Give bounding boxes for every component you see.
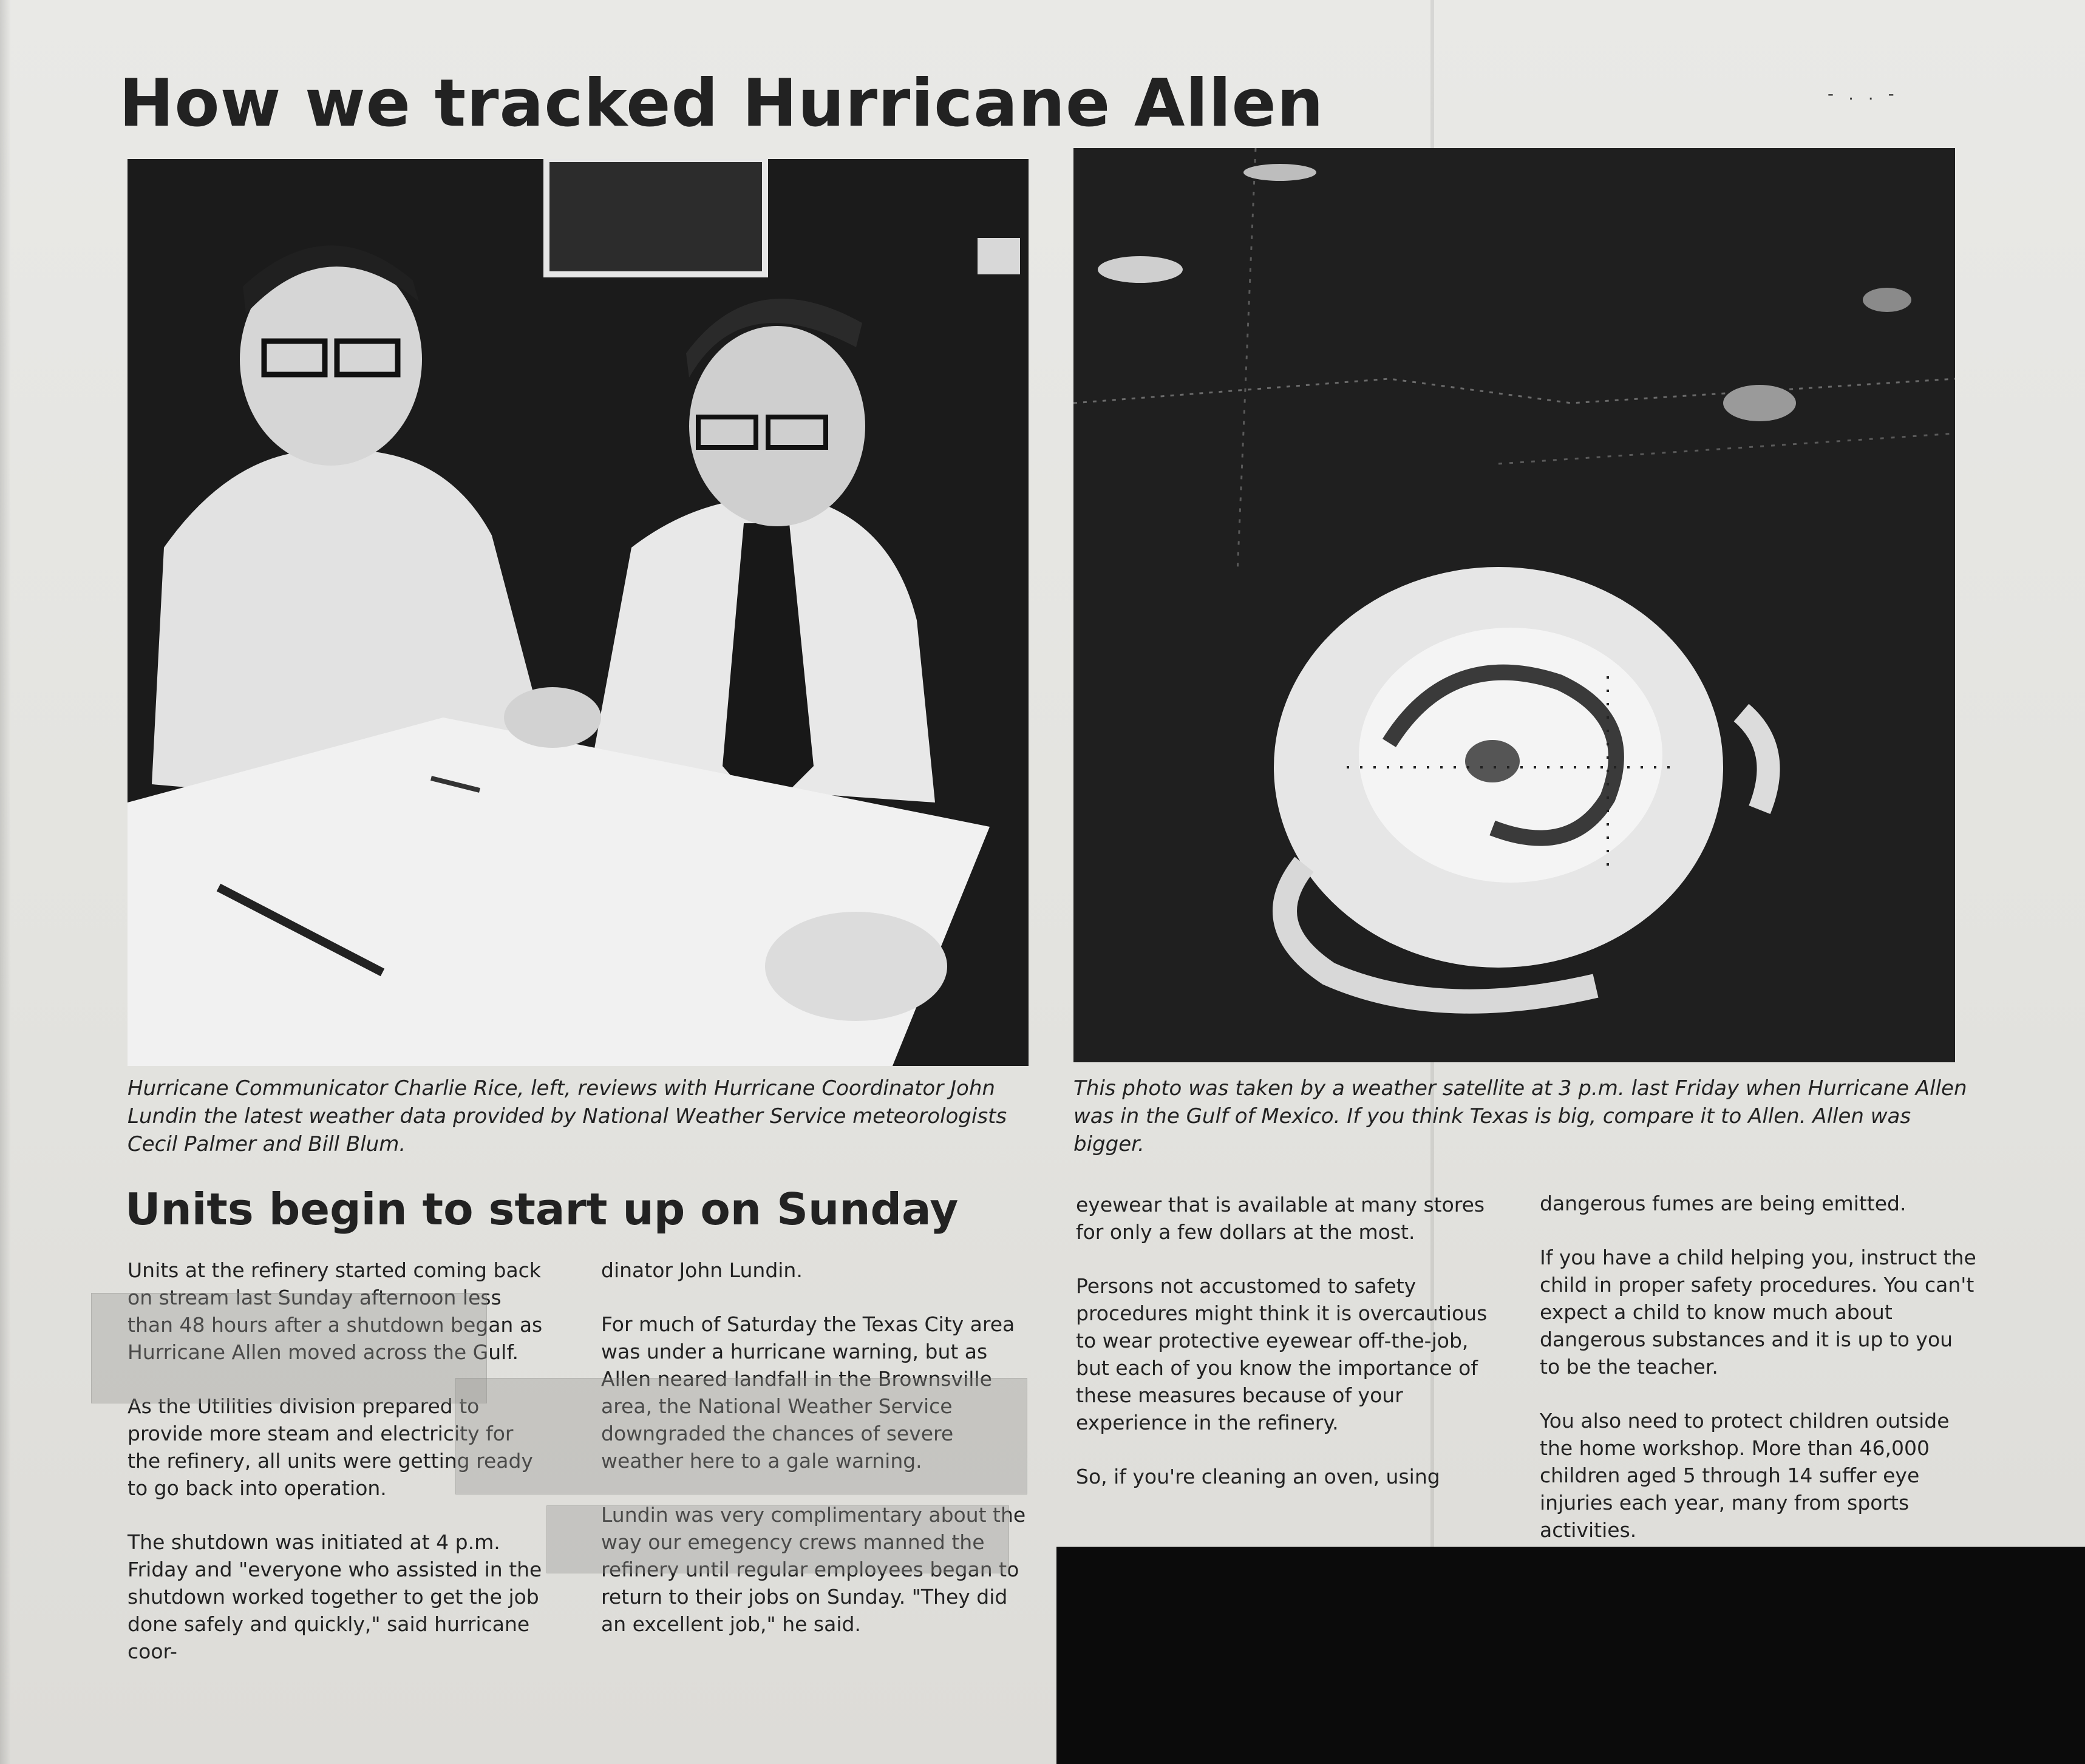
paragraph: Lundin was very complimentary about the way our emegency crews manned the refinery until regular employees began to return to their jobs on Sunday. "They did an excellent job," he said.	[601, 1503, 1026, 1636]
photo-caption-left: Hurricane Communicator Charlie Rice, left, reviews with Hurricane Coordinator John Lundin the latest weather data provided by National Weather Service meteorologists Cecil Palmer and Bill Blum.	[128, 1076, 1007, 1156]
paragraph: For much of Saturday the Texas City area was under a hurricane warning, but as Allen neared landfall in the Brownsville area, the National Weather Service downgraded the chances of severe weather here to a gale warning.	[601, 1312, 1015, 1473]
tape-strip	[455, 1378, 1027, 1494]
photo-men-illustration	[128, 159, 1029, 1066]
headline: How we tracked Hurricane Allen	[119, 66, 1324, 141]
photo-caption-right: This photo was taken by a weather satellite at 3 p.m. last Friday when Hurricane Allen was in the Gulf of Mexico. If you think Texas is big, compare it to Allen. Allen was bigger.	[1073, 1076, 1967, 1156]
paragraph: You also need to protect children outside the home workshop. More than 46,000 children aged 5 through 14 suffer eye injuries each year, many from sports activities.	[1540, 1409, 1950, 1542]
article-column-3	[1076, 1191, 1501, 1517]
paragraph: So, if you're cleaning an oven, using	[1076, 1465, 1440, 1488]
photo-men-reviewing-data	[128, 159, 1029, 1066]
dark-background-band	[1056, 1547, 2085, 1764]
photo-satellite-hurricane	[1073, 148, 1955, 1062]
satellite-hurricane-illustration	[1073, 148, 1955, 1062]
paragraph: eyewear that is available at many stores for only a few dollars at the most.	[1076, 1193, 1485, 1244]
paragraph: dangerous fumes are being emitted.	[1540, 1192, 1906, 1215]
corner-mark: - . . -	[1828, 84, 1899, 104]
page-edge-shadow	[0, 0, 11, 1764]
paragraph: As the Utilities division prepared to provide more steam and electricity for the refinery, all units were getting ready to go back into operation.	[128, 1394, 533, 1500]
paragraph: If you have a child helping you, instruct the child in proper safety procedures. You can't expect a child to know much about dangerous substances and it is up to you to be the teacher.	[1540, 1246, 1976, 1379]
paragraph: dinator John Lundin.	[601, 1258, 803, 1282]
paragraph: The shutdown was initiated at 4 p.m. Friday and "everyone who assisted in the shutdown worked together to get the job done safely and quickly," said hurricane coor-	[128, 1530, 542, 1663]
tape-strip	[546, 1505, 1009, 1573]
paragraph: Persons not accustomed to safety procedures might think it is overcautious to wear protective eyewear off-the-job, but each of you know the importance of these measures because of your experience in the refinery.	[1076, 1274, 1488, 1434]
paragraph: Units at the refinery started coming back on stream last Sunday afternoon less than 48 hours after a shutdown began as Hurricane Allen moved across the Gulf.	[128, 1258, 543, 1364]
article-column-4	[1540, 1190, 1977, 1570]
article-title: Units begin to start up on Sunday	[125, 1184, 959, 1235]
tape-strip	[91, 1293, 487, 1403]
